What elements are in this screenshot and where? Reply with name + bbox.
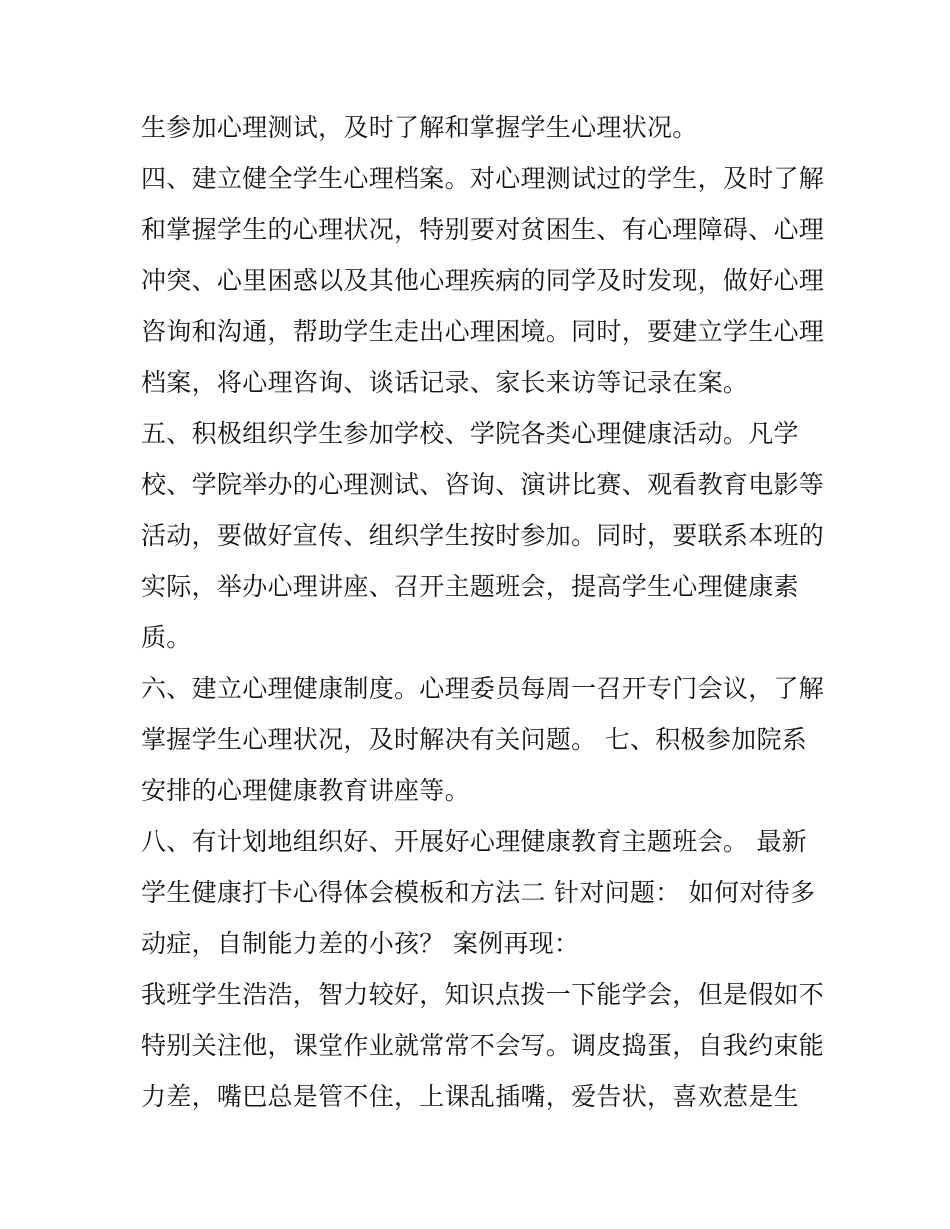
- text-line: 安排的心理健康教育讲座等。: [141, 776, 470, 805]
- text-line: 掌握学生心理状况，及时解决有关问题。 七、积极参加院系: [141, 725, 808, 754]
- text-line: 质。: [141, 623, 192, 652]
- text-line: 八、有计划地组织好、开展好心理健康教育主题班会。 最新: [141, 827, 808, 856]
- text-line: 特别关注他，课堂作业就常常不会写。调皮捣蛋，自我约束能: [141, 1031, 825, 1060]
- text-line: 和掌握学生的心理状况，特别要对贫困生、有心理障碍、心理: [141, 215, 825, 244]
- text-line: 活动，要做好宣传、组织学生按时参加。同时，要联系本班的: [141, 521, 825, 550]
- text-line: 实际，举办心理讲座、召开主题班会，提高学生心理健康素: [141, 572, 799, 601]
- body-text: [141, 102, 825, 1122]
- text-line: 四、建立健全学生心理档案。对心理测试过的学生，及时了解: [141, 164, 825, 193]
- text-line: 五、积极组织学生参加学校、学院各类心理健康活动。凡学: [141, 419, 799, 448]
- text-line: 力差，嘴巴总是管不住，上课乱插嘴，爱告状，喜欢惹是生: [141, 1082, 799, 1111]
- text-line: 我班学生浩浩，智力较好，知识点拨一下能学会，但是假如不: [141, 980, 825, 1009]
- text-line: 档案，将心理咨询、谈话记录、家长来访等记录在案。: [141, 368, 749, 397]
- text-line: 动症，自制能力差的小孩？ 案例再现：: [141, 929, 580, 958]
- text-line: 六、建立心理健康制度。心理委员每周一召开专门会议，了解: [141, 674, 825, 703]
- text-line: 冲突、心里困惑以及其他心理疾病的同学及时发现，做好心理: [141, 266, 825, 295]
- text-line: 学生健康打卡心得体会模板和方法二 针对问题： 如何对待多: [141, 878, 816, 907]
- text-line: 校、学院举办的心理测试、咨询、演讲比赛、观看教育电影等: [141, 470, 825, 499]
- text-line: 生参加心理测试，及时了解和掌握学生心理状况。: [141, 113, 698, 142]
- text-line: 咨询和沟通，帮助学生走出心理困境。同时，要建立学生心理: [141, 317, 825, 346]
